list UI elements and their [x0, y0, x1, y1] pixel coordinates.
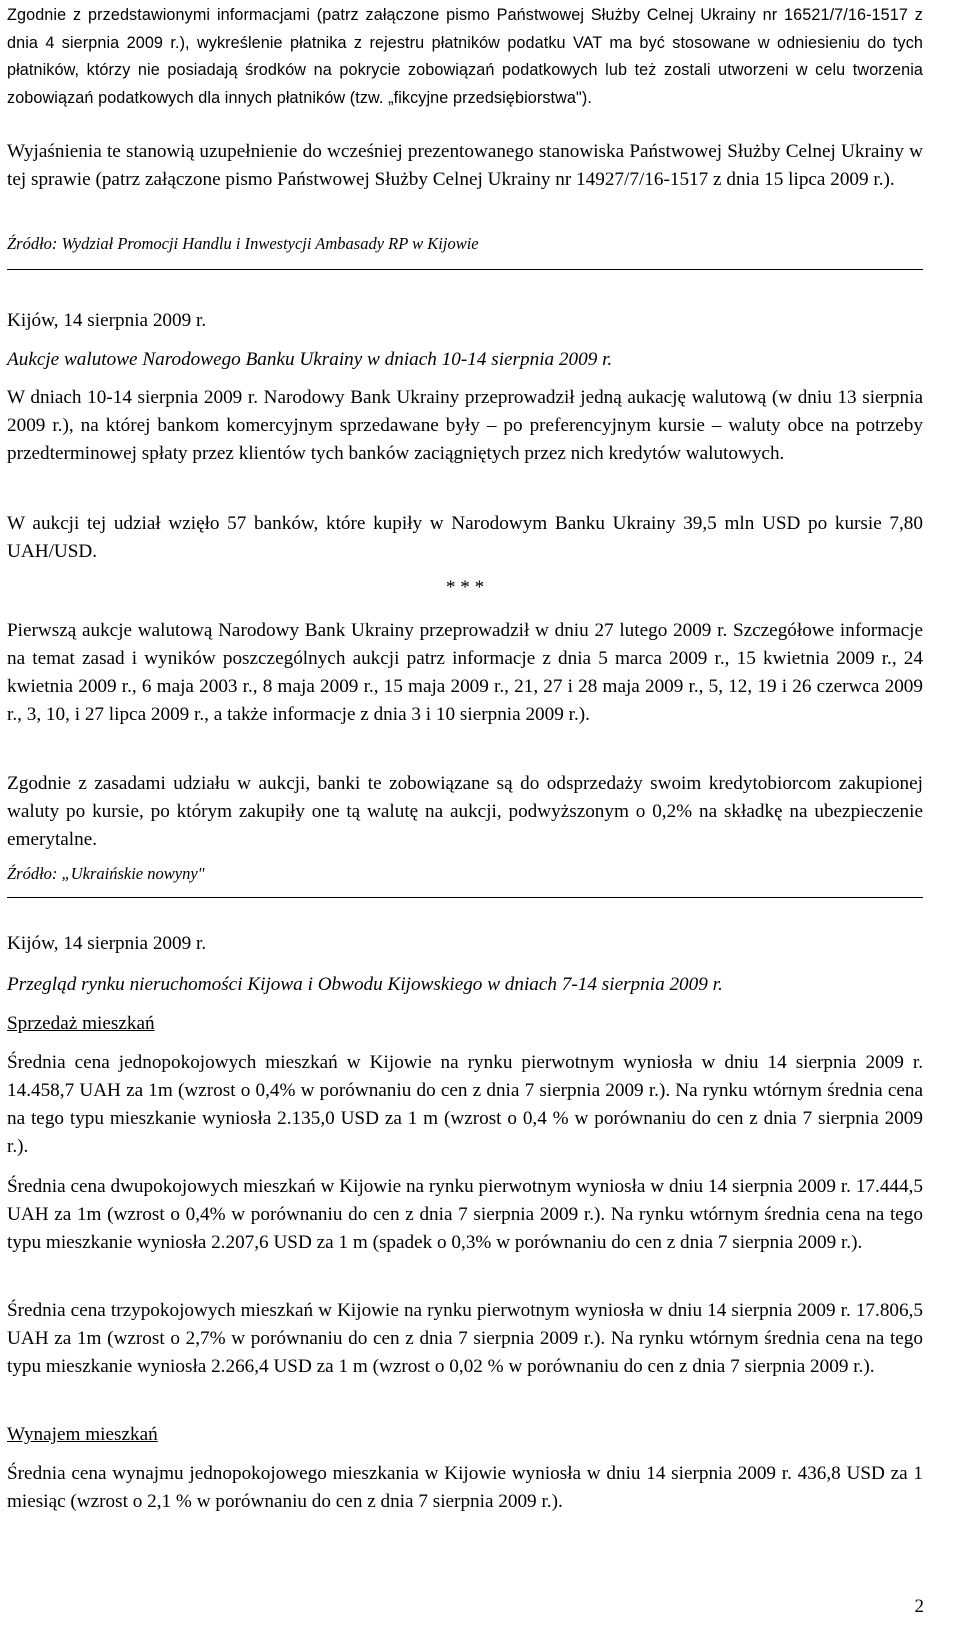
paragraph-customs-clarification: Wyjaśnienia te stanowią uzupełnienie do wcześniej prezentowanego stanowiska Państwowej Służby Celnej Ukrainy w tej sprawie (patrz załączone pismo Państwowej Służby Celnej Ukrainy nr 14927/7/16-1517 z dnia 15 lipca 2009 r.).: [7, 141, 923, 190]
paragraph-auction-history: Pierwszą aukcje walutową Narodowy Bank Ukrainy przeprowadził w dniu 27 lutego 2009 r. Szczegółowe informacje na temat zasad i wyników poszczególnych aukcji patrz informacje z dnia 5 marca 2009 r., 15 kwietnia 2009 r., 24 kwietnia 2009 r., 6 maja 2003 r., 8 maja 2009 r., 15 maja 2009 r., 21, 27 i 28 maja 2009 r., 5, 12, 19 i 26 czerwca 2009 r., 3, 10, i 27 lipca 2009 r., a także informacje z dnia 3 i 10 sierpnia 2009 r.).: [7, 620, 923, 725]
text-segment: Średnia cena dwupokojowych mieszkań w Kijowie na rynku pierwotnym wyniosła w dniu 14 sierpnia 2009 r. 17.444,5 UAH za 1m: [7, 1176, 923, 1225]
paragraph-one-room-prices: [7, 1049, 923, 1161]
paragraph-three-room-prices: [7, 1297, 923, 1381]
text-segment: (wzrost o 0,4% w porównaniu do cen z dnia 7 sierpnia 2009 r.). Na rynku wtórnym średnia cena na tego typu mieszkanie wyniosła 2.207,6 USD za 1 m: [7, 1204, 923, 1253]
horizontal-rule: [7, 269, 923, 270]
article-title-currency-auctions: Aukcje walutowe Narodowego Banku Ukrainy w dniach 10-14 sierpnia 2009 r.: [7, 349, 613, 370]
section-separator-stars: * * *: [445, 577, 485, 598]
source-note-embassy: Źródło: Wydział Promocji Handlu i Inwestycji Ambasady RP w Kijowie: [7, 234, 479, 253]
paragraph-auction-participants: W aukcji tej udział wzięło 57 banków, które kupiły w Narodowym Banku Ukrainy 39,5 mln USD po kursie 7,80 UAH/USD.: [7, 513, 923, 562]
page-number: 2: [914, 1596, 924, 1617]
source-note-ukrainskie-nowyny: Źródło: „Ukraińskie nowyny": [7, 864, 205, 883]
text-segment: (wzrost o 0,4% w porównaniu do cen z dnia 7 sierpnia 2009 r.). Na rynku wtórnym średnia cena na tego typu mieszkanie wyniosła 2.135,0 USD za 1 m: [7, 1080, 923, 1129]
paragraph-auction-rules: Zgodnie z zasadami udziału w aukcji, banki te zobowiązane są do odsprzedaży swoim kredytobiorcom zakupionej waluty po kursie, po którym zakupiły one tą walutę na aukcji, podwyższonym o 0,2% na składkę na ubezpieczenie emerytalne.: [7, 773, 923, 850]
paragraph-two-room-prices: [7, 1173, 923, 1257]
text-segment: (spadek o 0,3% w porównaniu do cen z dnia 7 sierpnia 2009 r.).: [367, 1232, 863, 1253]
text-segment: Średnia cena jednopokojowych mieszkań w Kijowie na rynku pierwotnym wyniosła w dniu 14 sierpnia 2009 r. 14.458,7 UAH za 1m: [7, 1052, 923, 1101]
article-title-real-estate: Przegląd rynku nieruchomości Kijowa i Obwodu Kijowskiego w dniach 7-14 sierpnia 2009 r.: [7, 974, 723, 995]
text-segment: (wzrost o 0,4 % w porównaniu do cen z dnia 7 sierpnia 2009 r.).: [7, 1108, 923, 1157]
text-segment: (wzrost o 2,7% w porównaniu do cen z dnia 7 sierpnia 2009 r.). Na rynku wtórnym średnia cena na tego typu mieszkanie wyniosła 2.266,4 USD za 1 m: [7, 1328, 923, 1377]
paragraph-rental-prices: Średnia cena wynajmu jednopokojowego mieszkania w Kijowie wyniosła w dniu 14 sierpnia 2009 r. 436,8 USD za 1 miesiąc (wzrost o 2,1 % w porównaniu do cen z dnia 7 sierpnia 2009 r.).: [7, 1463, 923, 1512]
dateline-kyiv-1: Kijów, 14 sierpnia 2009 r.: [7, 310, 207, 331]
paragraph-vat-register: Zgodnie z przedstawionymi informacjami (patrz załączone pismo Państwowej Służby Celnej Ukrainy nr 16521/7/16-1517 z dnia 4 sierpnia 2009 r.), wykreślenie płatnika z rejestru płatników podatku VAT ma być stosowane w odniesieniu do tych płatników, którzy nie posiadają środków na pokrycie zobowiązań podatkowych lub też zostali utworzeni w celu tworzenia zobowiązań podatkowych dla innych płatników (tzw. „fikcyjne przedsiębiorstwa").: [7, 6, 923, 107]
heading-apartment-rentals: Wynajem mieszkań: [7, 1424, 158, 1445]
dateline-kyiv-2: Kijów, 14 sierpnia 2009 r.: [7, 933, 207, 954]
text-segment: (wzrost o 0,02 % w porównaniu do cen z dnia 7 sierpnia 2009 r.).: [367, 1356, 875, 1377]
text-segment: Średnia cena trzypokojowych mieszkań w Kijowie na rynku pierwotnym wyniosła w dniu 14 sierpnia 2009 r. 17.806,5 UAH za 1m: [7, 1300, 923, 1349]
paragraph-auction-details: W dniach 10-14 sierpnia 2009 r. Narodowy Bank Ukrainy przeprowadził jedną aukację walutową (w dniu 13 sierpnia 2009 r.), na której bankom komercyjnym sprzedawane były – po preferencyjnym kursie – waluty obce na potrzeby przedterminowej spłaty przez klientów tych banków zaciągniętych przez nich kredytów walutowych.: [7, 387, 923, 464]
heading-apartment-sales: Sprzedaż mieszkań: [7, 1013, 155, 1034]
horizontal-rule: [7, 897, 923, 898]
